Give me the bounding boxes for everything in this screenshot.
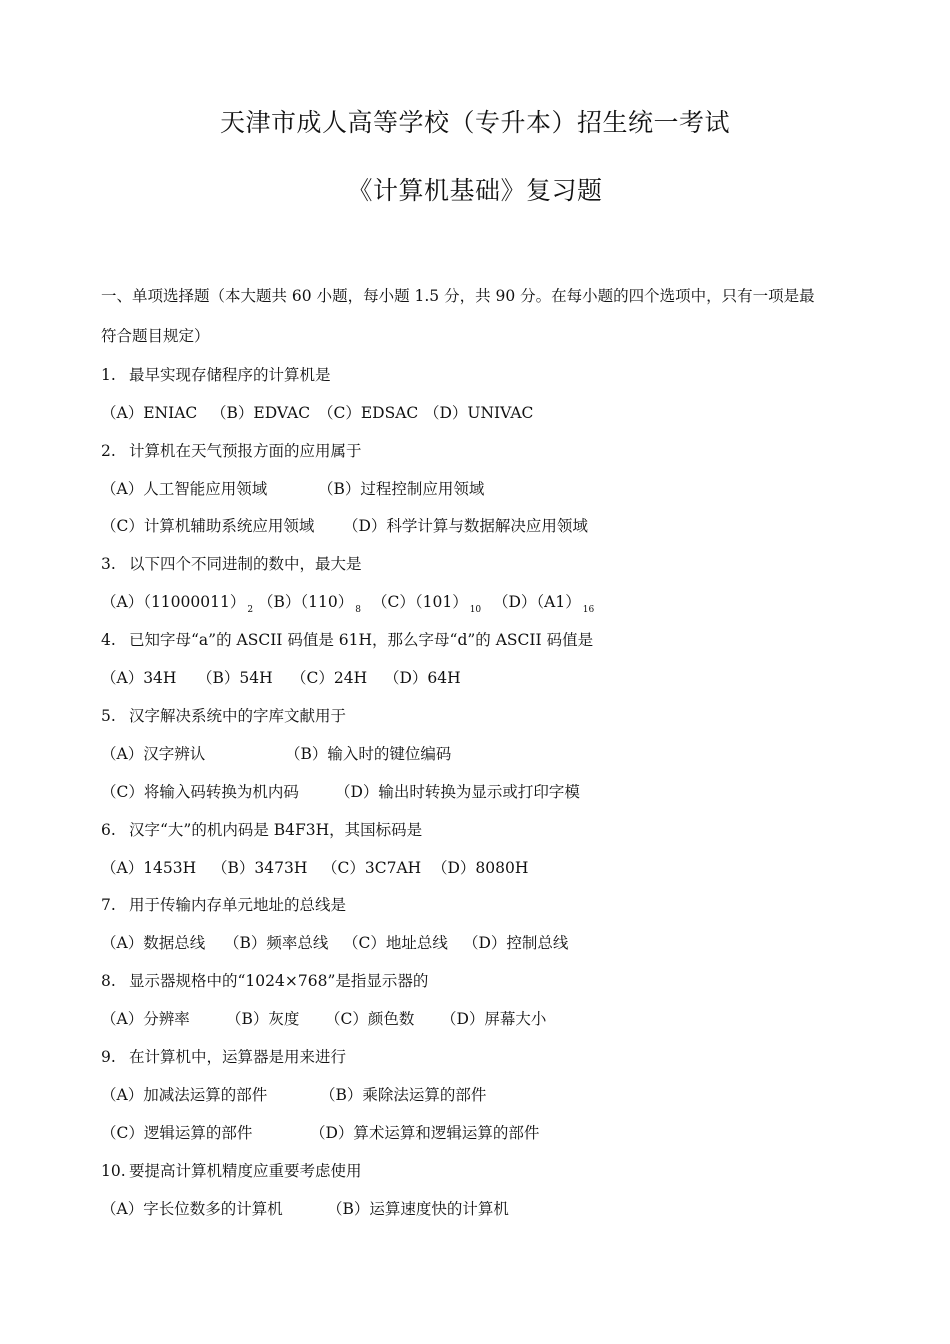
option-d: （D）8080H	[432, 859, 529, 877]
option-a: （A）人工智能应用领域	[101, 480, 268, 498]
option-b: （B）频率总线	[224, 934, 329, 952]
question-number: 1.	[101, 366, 116, 384]
question-text: 汉字“大”的机内码是 B4F3H，其国标码是	[129, 821, 423, 839]
option-b: （B）灰度	[226, 1010, 300, 1028]
section-heading-line2: 符合题目规定）	[101, 327, 210, 345]
question-text: 要提高计算机精度应重要考虑使用	[129, 1162, 362, 1180]
question-text: 汉字解决系统中的字库文献用于	[129, 707, 347, 725]
option-b: （B）过程控制应用领域	[318, 480, 485, 498]
option-a: （A）34H	[101, 669, 177, 687]
option-c: （C）将输入码转换为机内码	[101, 783, 299, 801]
question-number: 2.	[101, 442, 116, 460]
option-d: （D）科学计算与数据解决应用领域	[343, 517, 588, 535]
option-b: （B）3473H	[212, 859, 308, 877]
option-d: （D）算术运算和逻辑运算的部件	[310, 1124, 540, 1142]
option-a: （A）分辨率	[101, 1010, 190, 1028]
option-d: （D）（A1） $_{16}$	[493, 593, 595, 615]
question-number: 10.	[101, 1162, 126, 1180]
question-text: 显示器规格中的“1024×768”是指显示器的	[129, 972, 429, 990]
option-a: （A）字长位数多的计算机	[101, 1200, 283, 1218]
option-a: （A）加减法运算的部件	[101, 1086, 268, 1104]
question-text: 以下四个不同进制的数中，最大是	[129, 555, 362, 573]
option-c: （C）EDSAC	[318, 404, 419, 422]
option-d: （D）输出时转换为显示或打印字模	[335, 783, 580, 801]
option-a: （A）ENIAC	[101, 404, 198, 422]
question-text: 已知字母“a”的 ASCII 码值是 61H，那么字母“d”的 ASCII 码值是	[129, 631, 594, 649]
question-2	[101, 441, 362, 461]
base-subscript: 16	[582, 605, 595, 615]
option-c: （C）24H	[291, 669, 368, 687]
question-7	[101, 895, 346, 915]
document-subtitle: 《计算机基础》复习题	[347, 176, 603, 205]
base-subscript: 8	[355, 605, 361, 615]
option-c: （C）地址总线	[343, 934, 448, 952]
option-b: （B）（110） $_8$	[258, 593, 361, 615]
option-d: （D）UNIVAC	[424, 404, 534, 422]
question-number: 9.	[101, 1048, 116, 1066]
question-number: 7.	[101, 896, 116, 914]
option-a: （A）1453H	[101, 859, 197, 877]
option-c: （C）3C7AH	[322, 859, 422, 877]
question-number: 5.	[101, 707, 116, 725]
option-a: （A）汉字辨认	[101, 745, 206, 763]
base-subscript: 2	[247, 605, 254, 615]
question-number: 6.	[101, 821, 116, 839]
option-c: （C）逻辑运算的部件	[101, 1124, 253, 1142]
option-b: （B）输入时的键位编码	[285, 745, 452, 763]
option-b: （B）乘除法运算的部件	[320, 1086, 487, 1104]
option-b: （B）54H	[197, 669, 273, 687]
question-number: 8.	[101, 972, 116, 990]
option-a: （A）数据总线	[101, 934, 206, 952]
base-subscript: 10	[469, 605, 482, 615]
question-text: 计算机在天气预报方面的应用属于	[129, 442, 362, 460]
question-text: 最早实现存储程序的计算机是	[129, 366, 331, 384]
question-text: 在计算机中，运算器是用来进行	[129, 1048, 347, 1066]
question-10	[101, 1161, 362, 1181]
question-6	[101, 820, 422, 840]
option-a: （A）（11000011） $_2$	[101, 593, 254, 615]
option-c: （C）（101） $_{10}$	[372, 593, 482, 615]
question-9	[101, 1047, 346, 1067]
option-c: （C）颜色数	[325, 1010, 415, 1028]
option-b: （B）运算速度快的计算机	[327, 1200, 509, 1218]
option-d: （D）控制总线	[463, 934, 569, 952]
question-4	[101, 630, 593, 650]
document-title: 天津市成人高等学校（专升本）招生统一考试	[219, 108, 730, 137]
option-c: （C）计算机辅助系统应用领域	[101, 517, 315, 535]
option-d: （D）64H	[384, 669, 461, 687]
question-3	[101, 554, 362, 574]
question-5	[101, 706, 346, 726]
section-heading-line1: 一、单项选择题（本大题共 60 小题，每小题 1.5 分，共 90 分。在每小题的四个选项中，只有一项是最	[101, 287, 815, 305]
question-number: 3.	[101, 555, 116, 573]
question-8	[101, 971, 428, 991]
question-number: 4.	[101, 631, 116, 649]
question-1	[101, 365, 331, 385]
option-d: （D）屏幕大小	[441, 1010, 547, 1028]
question-text: 用于传输内存单元地址的总线是	[129, 896, 347, 914]
option-b: （B）EDVAC	[211, 404, 311, 422]
